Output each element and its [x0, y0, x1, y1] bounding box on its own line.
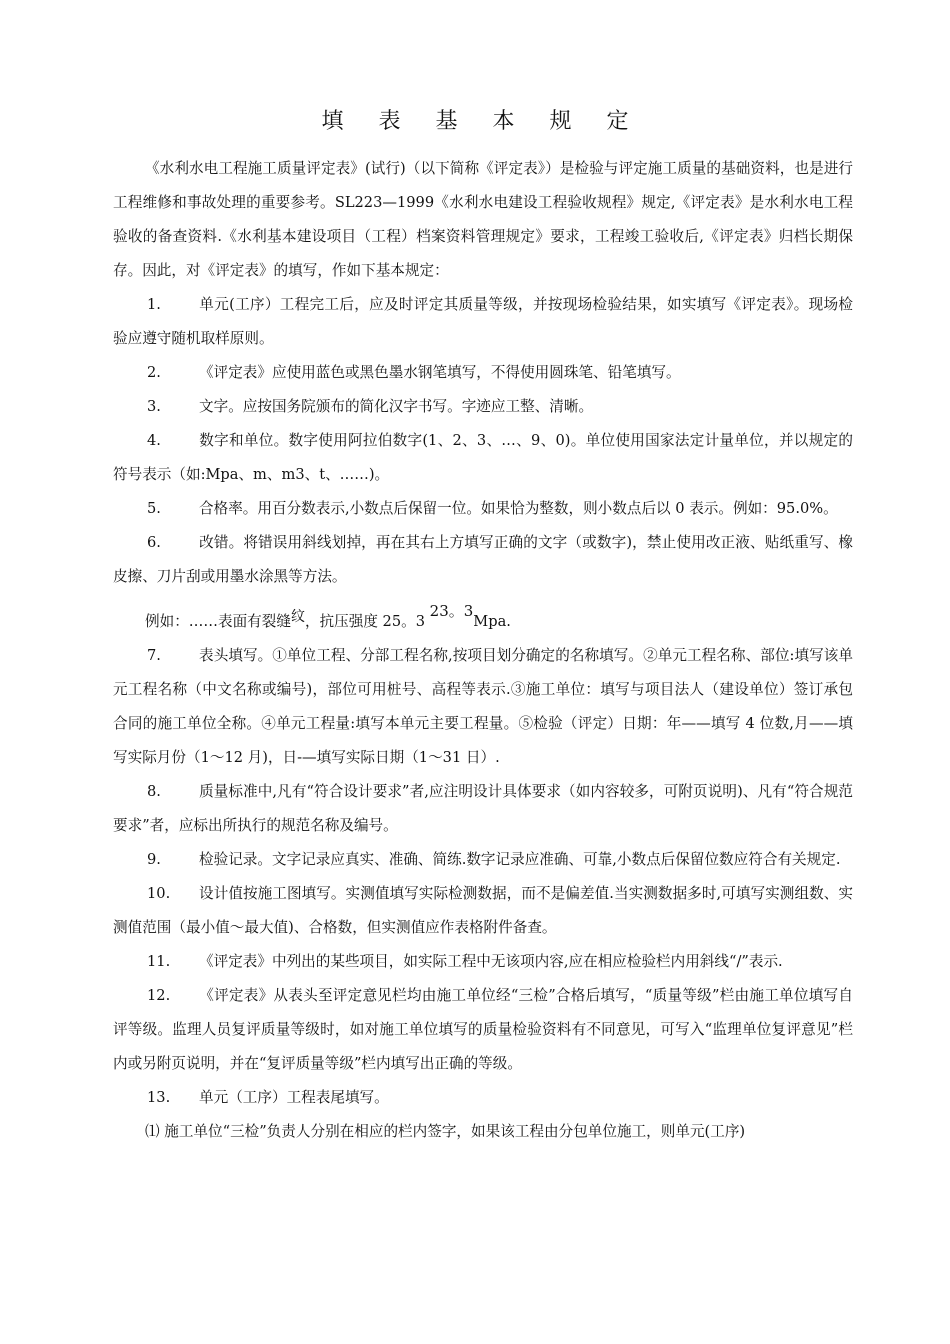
item-text: 检验记录。文字记录应真实、准确、简练.数字记录应准确、可靠,小数点后保留位数应符合有关规定. [199, 851, 841, 868]
item-text: 改错。将错误用斜线划掉，再在其右上方填写正确的文字（或数字)，禁止使用改正液、贴纸重写、橡皮擦、刀片刮或用墨水涂黑等方法。 [113, 534, 853, 585]
item-text: 单元（工序）工程表尾填写。 [199, 1089, 389, 1106]
list-item-1 [113, 288, 853, 356]
list-item-11 [113, 945, 853, 979]
list-item-6 [113, 526, 853, 594]
item-number: 9. [147, 851, 161, 868]
item-number: 12. [147, 987, 171, 1004]
item-number: 13. [147, 1089, 171, 1106]
list-item-5 [113, 492, 853, 526]
list-item-3 [113, 390, 853, 424]
item-text: 质量标准中,凡有“符合设计要求”者,应注明设计具体要求（如内容较多，可附页说明)、凡有“符合规范要求”者，应标出所执行的规范名称及编号。 [113, 783, 853, 834]
item-text: 《评定表》从表头至评定意见栏均由施工单位经“三检”合格后填写，“质量等级”栏由施工单位填写自评等级。监理人员复评质量等级时，如对施工单位填写的质量检验资料有不同意见，可写入“监理单位复评意见”栏内或另附页说明，并在“复评质量等级”栏内填写出正确的等级。 [113, 987, 853, 1072]
item-text: 表头填写。①单位工程、分部工程名称,按项目划分确定的名称填写。②单元工程名称、部位:填写该单元工程名称（中文名称或编号)，部位可用桩号、高程等表示.③施工单位：填写与项目法人（建设单位）签订承包合同的施工单位全称。④单元工程量:填写本单元主要工程量。⑤检验（评定）日期：年——填写 4 位数,月——填写实际月份（1～12 月)，日-—填写实际日期（1～31 日）. [113, 647, 853, 766]
item-number: 7. [147, 647, 161, 664]
example-mid: ，抗压强度 25。3 [304, 613, 430, 630]
item-number: 3. [147, 398, 161, 415]
list-item-2 [113, 356, 853, 390]
page-title: 填 表 基 本 规 定 [321, 109, 643, 134]
correction-example [113, 594, 853, 639]
sub-item-1: ⑴ 施工单位“三检”负责人分别在相应的栏内签字，如果该工程由分包单位施工，则单元(工序) [145, 1123, 746, 1140]
example-correction-2: 23。3 [429, 602, 474, 620]
example-suffix: Mpa. [473, 613, 511, 630]
item-text: 文字。应按国务院颁布的简化汉字书写。字迹应工整、清晰。 [199, 398, 594, 415]
item-text: 设计值按施工图填写。实测值填写实际检测数据，而不是偏差值.当实测数据多时,可填写实测组数、实测值范围（最小值～最大值)、合格数，但实测值应作表格附件备查。 [113, 885, 853, 936]
list-item-9 [113, 843, 853, 877]
intro-paragraph: 《水利水电工程施工质量评定表》(试行)（以下简称《评定表》）是检验与评定施工质量的基础资料，也是进行工程维修和事故处理的重要参考。SL223—1999《水利水电建设工程验收规程》规定,《评定表》是水利水电工程验收的备查资料.《水利基本建设项目（工程）档案资料管理规定》要求，工程竣工验收后,《评定表》归档长期保存。因此，对《评定表》的填写，作如下基本规定： [113, 160, 853, 279]
item-number: 4. [147, 432, 161, 449]
list-item-10 [113, 877, 853, 945]
list-item-8 [113, 775, 853, 843]
list-item-4 [113, 424, 853, 492]
item-number: 1. [147, 296, 161, 313]
item-text: 《评定表》应使用蓝色或黑色墨水钢笔填写，不得使用圆珠笔、铅笔填写。 [199, 364, 681, 381]
example-correction-1: 纹 [290, 609, 305, 625]
list-item-13 [113, 1081, 853, 1115]
item-text: 数字和单位。数字使用阿拉伯数字(1、2、3、…、9、0)。单位使用国家法定计量单位，并以规定的符号表示（如:Mpa、m、m3、t、……)。 [113, 432, 853, 483]
list-item-7 [113, 639, 853, 775]
item-number: 2. [147, 364, 161, 381]
document-body [113, 152, 853, 1149]
item-number: 5. [147, 500, 161, 517]
list-item-12 [113, 979, 853, 1081]
item-number: 10. [147, 885, 171, 902]
item-number: 6. [147, 534, 161, 551]
example-prefix: 例如：……表面有裂缝 [145, 613, 291, 630]
item-text: 《评定表》中列出的某些项目，如实际工程中无该项内容,应在相应检验栏内用斜线“/”表示. [199, 953, 783, 970]
item-text: 合格率。用百分数表示,小数点后保留一位。如果恰为整数，则小数点后以 0 表示。例如：95.0%。 [199, 500, 838, 517]
item-text: 单元(工序）工程完工后，应及时评定其质量等级，并按现场检验结果，如实填写《评定表》。现场检验应遵守随机取样原则。 [113, 296, 853, 347]
item-number: 11. [147, 953, 171, 970]
item-number: 8. [147, 783, 161, 800]
